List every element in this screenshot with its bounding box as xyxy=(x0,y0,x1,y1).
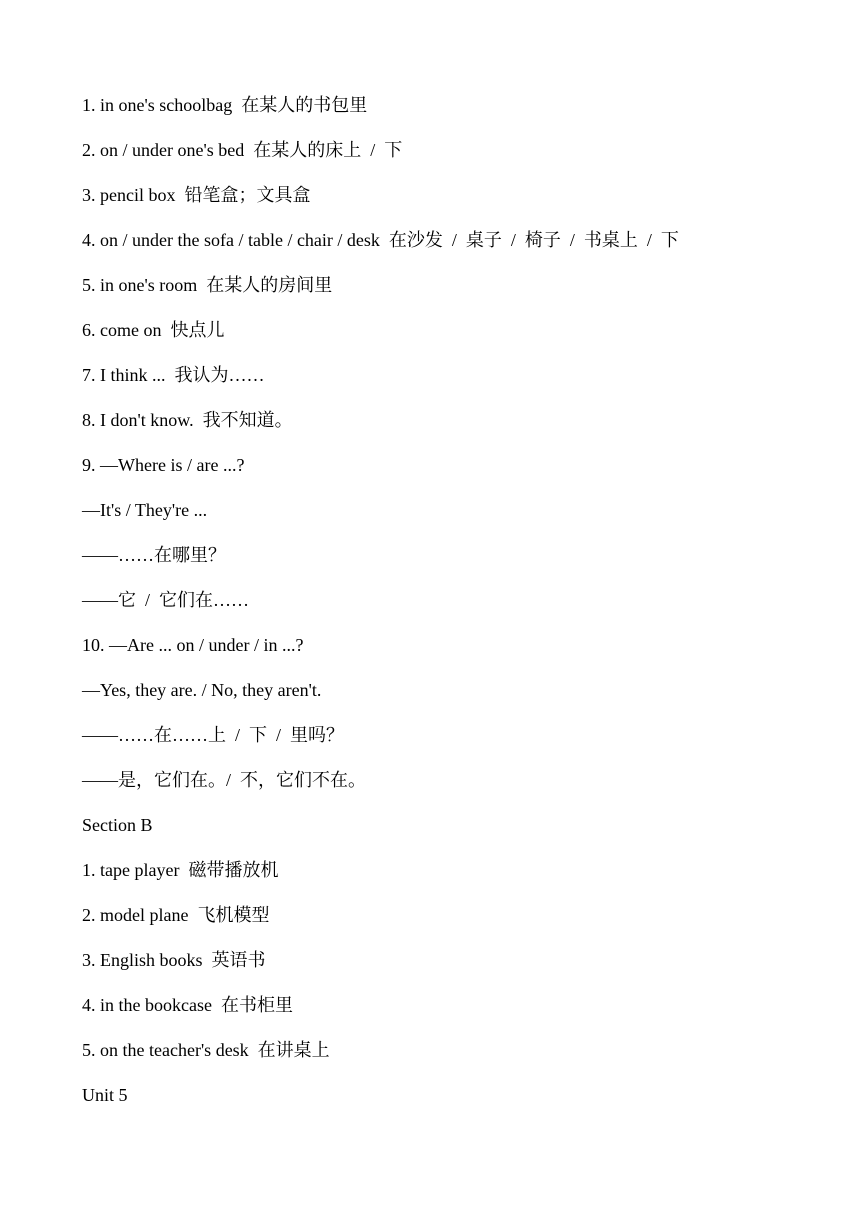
phrase-line: 6. come on 快点儿 xyxy=(82,320,225,340)
phrase-line: 5. in one's room 在某人的房间里 xyxy=(82,275,333,295)
phrase-line: 4. on / under the sofa / table / chair / desk 在沙发 / 桌子 / 椅子 / 书桌上 / 下 xyxy=(82,230,679,250)
dialogue-line: 9. —Where is / are ...? xyxy=(82,455,245,475)
phrase-line: 1. tape player 磁带播放机 xyxy=(82,860,279,880)
phrase-line: 3. pencil box 铅笔盒；文具盒 xyxy=(82,185,311,205)
phrase-line: 2. model plane 飞机模型 xyxy=(82,905,270,925)
phrase-line: 7. I think ... 我认为…… xyxy=(82,365,265,385)
phrase-line: 4. in the bookcase 在书柜里 xyxy=(82,995,293,1015)
phrase-line: 2. on / under one's bed 在某人的床上 / 下 xyxy=(82,140,403,160)
dialogue-line: —It's / They're ... xyxy=(82,500,208,520)
phrase-line: 5. on the teacher's desk 在讲桌上 xyxy=(82,1040,330,1060)
section-heading: Section B xyxy=(82,815,153,835)
dialogue-line: 10. —Are ... on / under / in ...? xyxy=(82,635,304,655)
dialogue-line: ——是，它们在。/ 不，它们不在。 xyxy=(82,770,366,790)
unit-heading: Unit 5 xyxy=(82,1085,128,1105)
dialogue-line: ——……在哪里？ xyxy=(82,545,226,565)
phrase-line: 8. I don't know. 我不知道。 xyxy=(82,410,293,430)
dialogue-line: ——它 / 它们在…… xyxy=(82,590,250,610)
document-page xyxy=(82,90,782,1125)
dialogue-line: —Yes, they are. / No, they aren't. xyxy=(82,680,322,700)
phrase-line: 3. English books 英语书 xyxy=(82,950,266,970)
dialogue-line: ——……在……上 / 下 / 里吗？ xyxy=(82,725,345,745)
phrase-line: 1. in one's schoolbag 在某人的书包里 xyxy=(82,95,368,115)
